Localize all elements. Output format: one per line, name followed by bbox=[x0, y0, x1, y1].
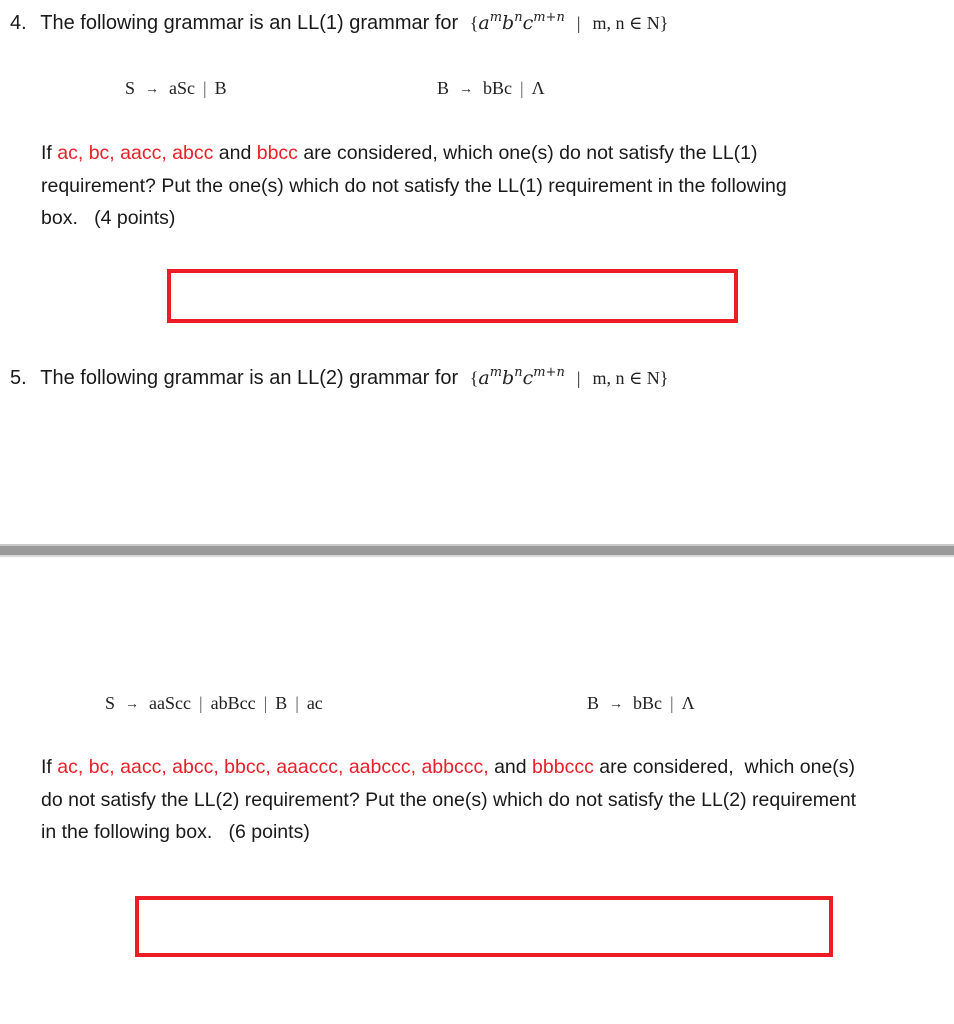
q5-answer-box[interactable] bbox=[135, 896, 833, 957]
q4-heading bbox=[10, 10, 668, 35]
q5-number: 5. bbox=[10, 367, 27, 389]
q5-grammar-rule-s: S → aaScc | abBcc | B | ac bbox=[105, 693, 323, 713]
q5-language: {$a^mb^nc^{m+n}$ | m, n ∈ N} bbox=[469, 365, 669, 389]
q5-question-text bbox=[41, 751, 856, 849]
q4-line-2: requirement? Put the one(s) which do not satisfy the LL(1) requirement in the following bbox=[41, 174, 787, 197]
q4-line-3: box. (4 points) bbox=[41, 207, 176, 229]
q4-strings: ac, bc, aacc, abcc bbox=[57, 142, 214, 164]
q4-language: {$a^mb^nc^{m+n}$ | m, n ∈ N} bbox=[469, 10, 669, 34]
arrow-icon: → bbox=[459, 82, 474, 97]
q4-grammar-rule-s: S → aSc | B bbox=[125, 78, 227, 98]
q5-string-last: bbbccc bbox=[532, 756, 594, 778]
q5-line-2: do not satisfy the LL(2) requirement? Put the one(s) which do not satisfy the LL(2) requirement bbox=[41, 788, 857, 811]
arrow-icon: → bbox=[145, 82, 160, 97]
q4-intro: The following grammar is an LL(1) grammar for bbox=[40, 12, 459, 34]
q5-strings: ac, bc, aacc, abcc, bbcc, aaaccc, aabccc, abbccc, bbox=[57, 756, 489, 778]
q4-grammar-rule-b: B → bBc | Λ bbox=[437, 78, 545, 98]
q5-heading bbox=[10, 365, 668, 390]
q5-line-3: in the following box. (6 points) bbox=[41, 821, 310, 843]
q4-question-text bbox=[41, 137, 787, 235]
q4-string-last: bbcc bbox=[256, 142, 298, 164]
page-divider bbox=[0, 544, 954, 557]
q4-number: 4. bbox=[10, 12, 27, 34]
arrow-icon: → bbox=[609, 697, 624, 712]
q5-intro: The following grammar is an LL(2) grammar for bbox=[40, 367, 459, 389]
q4-answer-box[interactable] bbox=[167, 269, 738, 323]
q4-line-1: If ac, bc, aacc, abcc and bbcc are considered, which one(s) do not satisfy the LL(1) bbox=[41, 142, 758, 164]
q5-line-1: If ac, bc, aacc, abcc, bbcc, aaaccc, aabccc, abbccc, and bbbccc are considered, which one(s) bbox=[41, 756, 856, 778]
q5-grammar-rule-b: B → bBc | Λ bbox=[587, 693, 695, 713]
arrow-icon: → bbox=[125, 697, 140, 712]
